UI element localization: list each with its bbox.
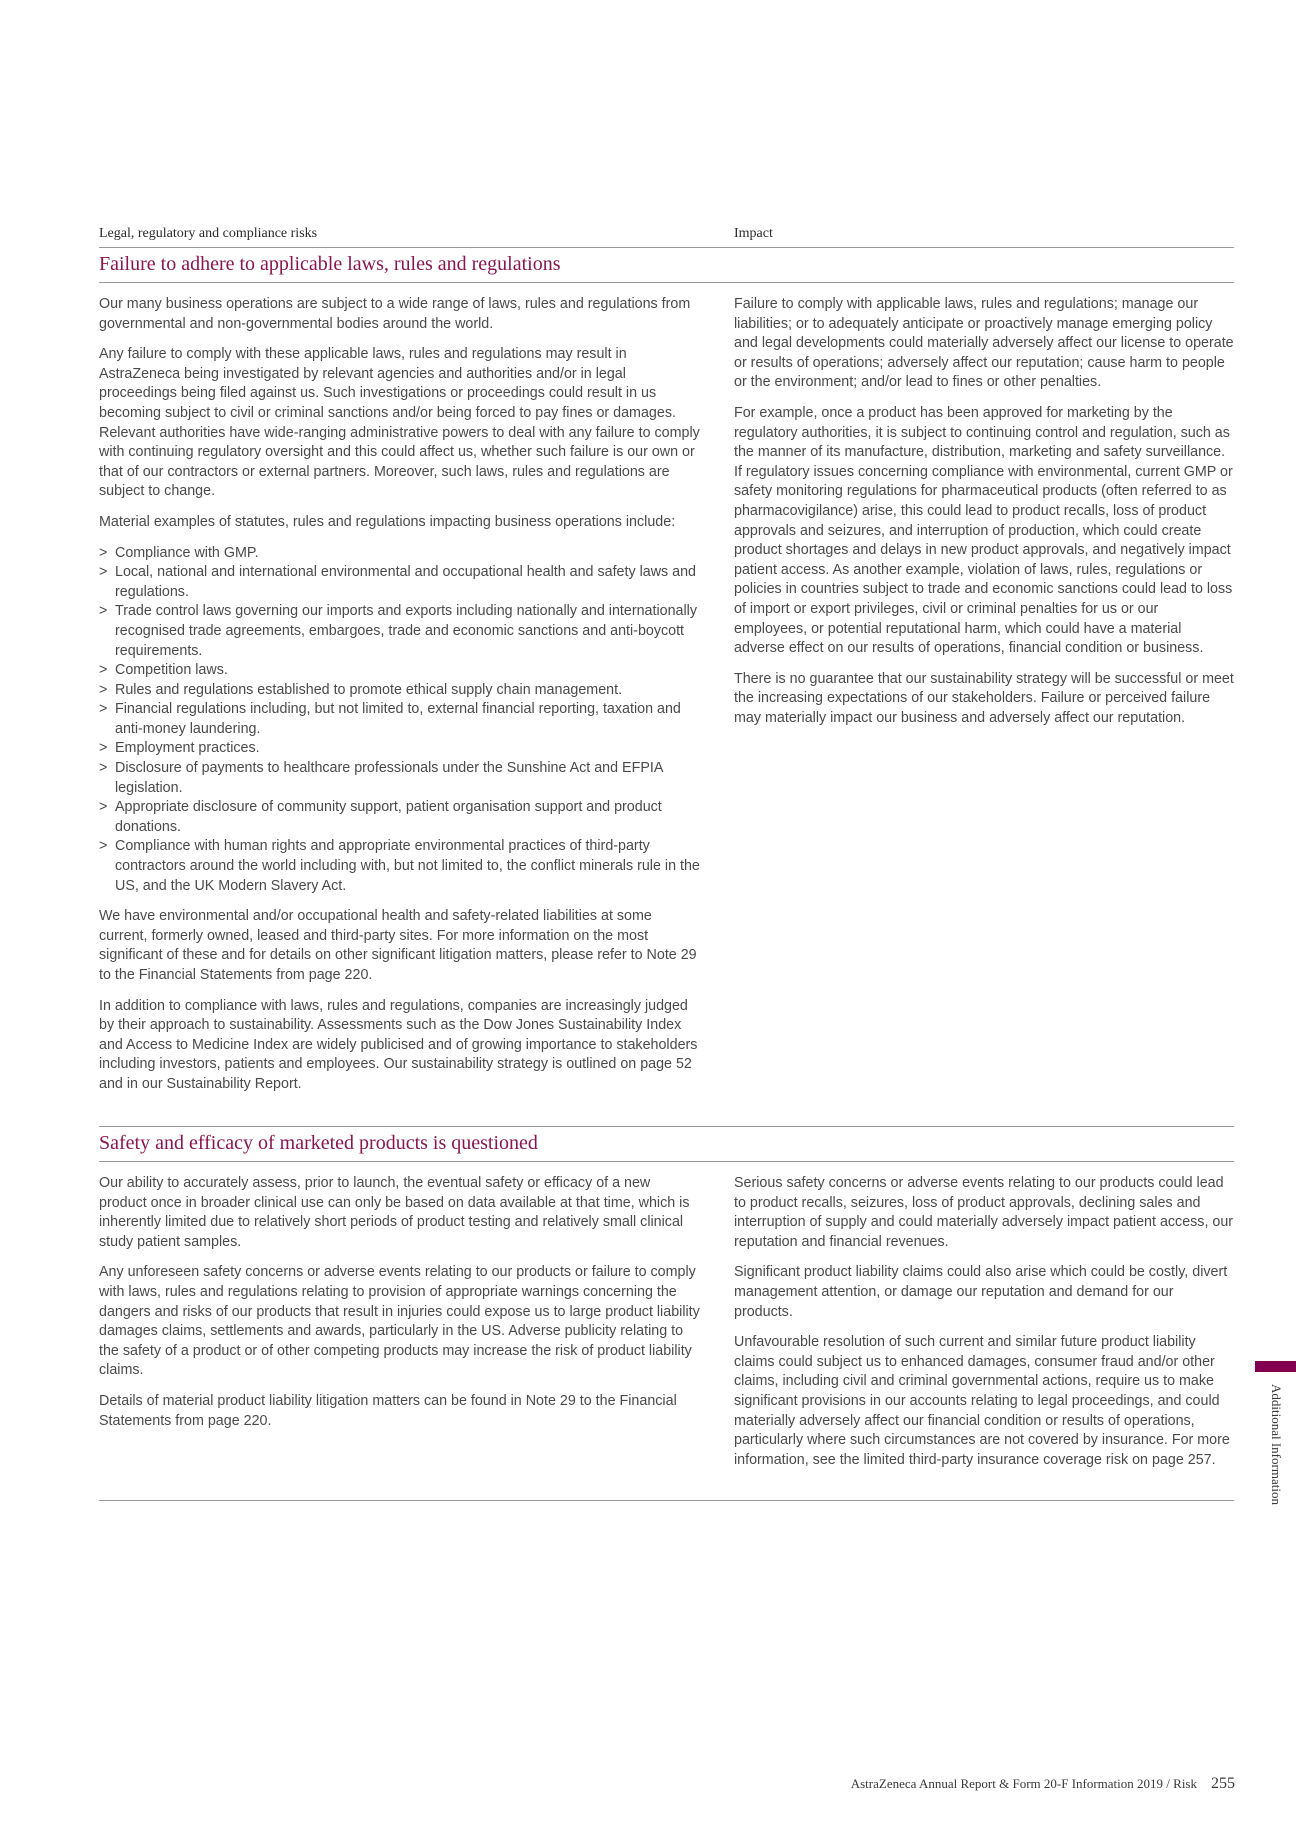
list-item-text: Compliance with GMP. — [115, 544, 259, 561]
paragraph: Any failure to comply with these applicable laws, rules and regulations may result in AstraZeneca being investigated by relevant agencies and authorities and/or in legal proceedings being filed against us. Such investigations or proceedings could result in us becoming subject to civil or criminal sanctions and/or being forced to pay fines or damages. Relevant authorities have wide-ranging administrative powers to deal with any failure to comply with continuing regulatory oversight and this could affect us, whether such failure is our own or that of our contractors or external partners. Moreover, such laws, rules and regulations are subject to change. — [99, 346, 700, 500]
column-header-risks: Legal, regulatory and compliance risks — [99, 226, 318, 241]
paragraph: Failure to comply with applicable laws, rules and regulations; manage our liabilities; or to adequately anticipate or proactively manage emerging policy and legal developments could materially adversely affect our license to operate or results of operations; adversely affect our reputation; cause harm to people or the environment; and/or lead to fines or other penalties. — [734, 296, 1234, 391]
list-item — [99, 681, 701, 701]
paragraph: Any unforeseen safety concerns or adverse events relating to our products or failure to comply with laws, rules and regulations relating to provision of appropriate warnings concerning the dangers and risks of our products that result in injuries could expose us to large product liability damages claims, settlements and awards, particularly in the US. Adverse publicity relating to the safety of a product or of other competing products may increase the risk of product liability claims. — [99, 1264, 700, 1379]
list-item-text: Local, national and international environmental and occupational health and safety laws and regulations. — [115, 564, 697, 600]
list-item — [99, 661, 701, 681]
bullet-marker: > — [99, 603, 108, 620]
list-item-text: Compliance with human rights and appropriate environmental practices of third-party contractors around the world including with, but not limited to, the conflict minerals rule in the US, and the UK Modern Slavery Act. — [115, 838, 700, 894]
bullet-marker: > — [99, 838, 108, 855]
list-item — [99, 739, 701, 759]
list-item-text: Financial regulations including, but not limited to, external financial reporting, taxation and anti-money laundering. — [115, 701, 681, 737]
list-item-text: Trade control laws governing our imports and exports including nationally and internationally recognised trade agreements, embargoes, trade and economic sanctions and anti-boycott requirements. — [115, 603, 697, 659]
paragraph: We have environmental and/or occupational health and safety-related liabilities at some current, formerly owned, leased and third-party sites. For more information on the most significant of these and for details on other significant litigation matters, please refer to Note 29 to the Financial Statements from page 220. — [99, 908, 697, 983]
bullet-marker: > — [99, 740, 108, 757]
list-item — [99, 700, 701, 739]
list-item — [99, 563, 701, 602]
regulations-bullet-list — [99, 544, 701, 897]
list-item — [99, 759, 701, 798]
section-laws-risk-column — [99, 295, 701, 1106]
paragraph: Details of material product liability litigation matters can be found in Note 29 to the Financial Statements from page 220. — [99, 1392, 677, 1429]
bullet-marker: > — [99, 799, 108, 816]
section-title-divider — [99, 1161, 1234, 1162]
section-title-laws: Failure to adhere to applicable laws, rules and regulations — [99, 253, 561, 275]
list-item — [99, 837, 701, 896]
paragraph: Our many business operations are subject to a wide range of laws, rules and regulations from governmental and non-governmental bodies around the world. — [99, 296, 691, 332]
page-footer — [851, 1775, 1235, 1793]
paragraph: Our ability to accurately assess, prior to launch, the eventual safety or efficacy of a new product once in broader clinical use can only be based on data available at that time, which is inherently limited due to relatively short periods of product testing and relatively small clinical study patient samples. — [99, 1175, 690, 1250]
column-header-impact: Impact — [734, 226, 773, 241]
bullet-marker: > — [99, 681, 108, 698]
list-item — [99, 798, 701, 837]
list-item-text: Competition laws. — [115, 662, 228, 679]
list-item-text: Appropriate disclosure of community support, patient organisation support and product donations. — [115, 799, 662, 835]
paragraph: Material examples of statutes, rules and regulations impacting business operations include: — [99, 513, 676, 530]
paragraph: There is no guarantee that our sustainability strategy will be successful or meet the increasing expectations of our stakeholders. Failure or perceived failure may materially impact our business and adversely affect our reputation. — [734, 670, 1234, 726]
section-end-divider — [99, 1500, 1234, 1501]
list-item-text: Disclosure of payments to healthcare professionals under the Sunshine Act and EFPIA legislation. — [115, 760, 663, 796]
footer-title: AstraZeneca Annual Report & Form 20-F Information 2019 / Risk — [850, 1776, 1197, 1791]
section-divider — [99, 1126, 1234, 1127]
list-item-text: Employment practices. — [115, 740, 260, 757]
bullet-marker: > — [99, 544, 108, 561]
section-safety-impact-column — [734, 1174, 1234, 1481]
section-title-divider — [99, 282, 1234, 283]
paragraph: In addition to compliance with laws, rules and regulations, companies are increasingly judged by their approach to sustainability. Assessments such as the Dow Jones Sustainability Index and Access to Medicine Index are widely publicised and of growing importance to stakeholders including investors, patients and employees. Our sustainability strategy is outlined on page 52 and in our Sustainability Report. — [99, 997, 698, 1092]
page-number: 255 — [1211, 1775, 1235, 1792]
section-title-safety: Safety and efficacy of marketed products is questioned — [99, 1132, 538, 1154]
bullet-marker: > — [99, 564, 108, 581]
bullet-marker: > — [99, 662, 108, 679]
section-tab-label: Additional Information — [1269, 1384, 1284, 1505]
paragraph: For example, once a product has been approved for marketing by the regulatory authorities, it is subject to continuing control and regulation, such as the manner of its manufacture, distribution, marketing and safety surveillance. If regulatory issues concerning compliance with environmental, current GMP or safety monitoring regulations for pharmaceutical products (often referred to as pharmacovigilance) arise, this could lead to product recalls, loss of product approvals and seizures, and interruption of production, which could create product shortages and delays in new product approvals, and negatively impact patient access. As another example, violation of laws, rules, regulations or policies in countries subject to trade and economic sanctions could lead to loss of import or export privileges, civil or criminal penalties for us or our employees, or potential reputational harm, which could have a material adverse effect on our results of operations, financial condition or business. — [734, 404, 1233, 657]
list-item — [99, 602, 701, 661]
section-safety-risk-column — [99, 1174, 701, 1442]
header-divider — [99, 247, 1234, 248]
list-item — [99, 544, 701, 564]
bullet-marker: > — [99, 760, 108, 777]
paragraph: Significant product liability claims could also arise which could be costly, divert management attention, or damage our reputation and demand for our products. — [734, 1264, 1228, 1320]
paragraph: Serious safety concerns or adverse events relating to our products could lead to product recalls, seizures, loss of product approvals, declining sales and interruption of supply and could materially adversely impact patient access, our reputation and financial revenues. — [734, 1175, 1234, 1250]
section-laws-impact-column — [734, 295, 1234, 739]
section-tab-marker — [1255, 1361, 1296, 1372]
bullet-marker: > — [99, 701, 108, 718]
list-item-text: Rules and regulations established to promote ethical supply chain management. — [115, 681, 623, 698]
paragraph: Unfavourable resolution of such current and similar future product liability claims could subject us to enhanced damages, consumer fraud and/or other claims, including civil and criminal governmental actions, require us to make significant provisions in our accounts relating to legal proceedings, and could materially adversely affect our financial condition or results of operations, particularly where such circumstances are not covered by insurance. For more information, see the limited third-party insurance coverage risk on page 257. — [734, 1334, 1230, 1468]
